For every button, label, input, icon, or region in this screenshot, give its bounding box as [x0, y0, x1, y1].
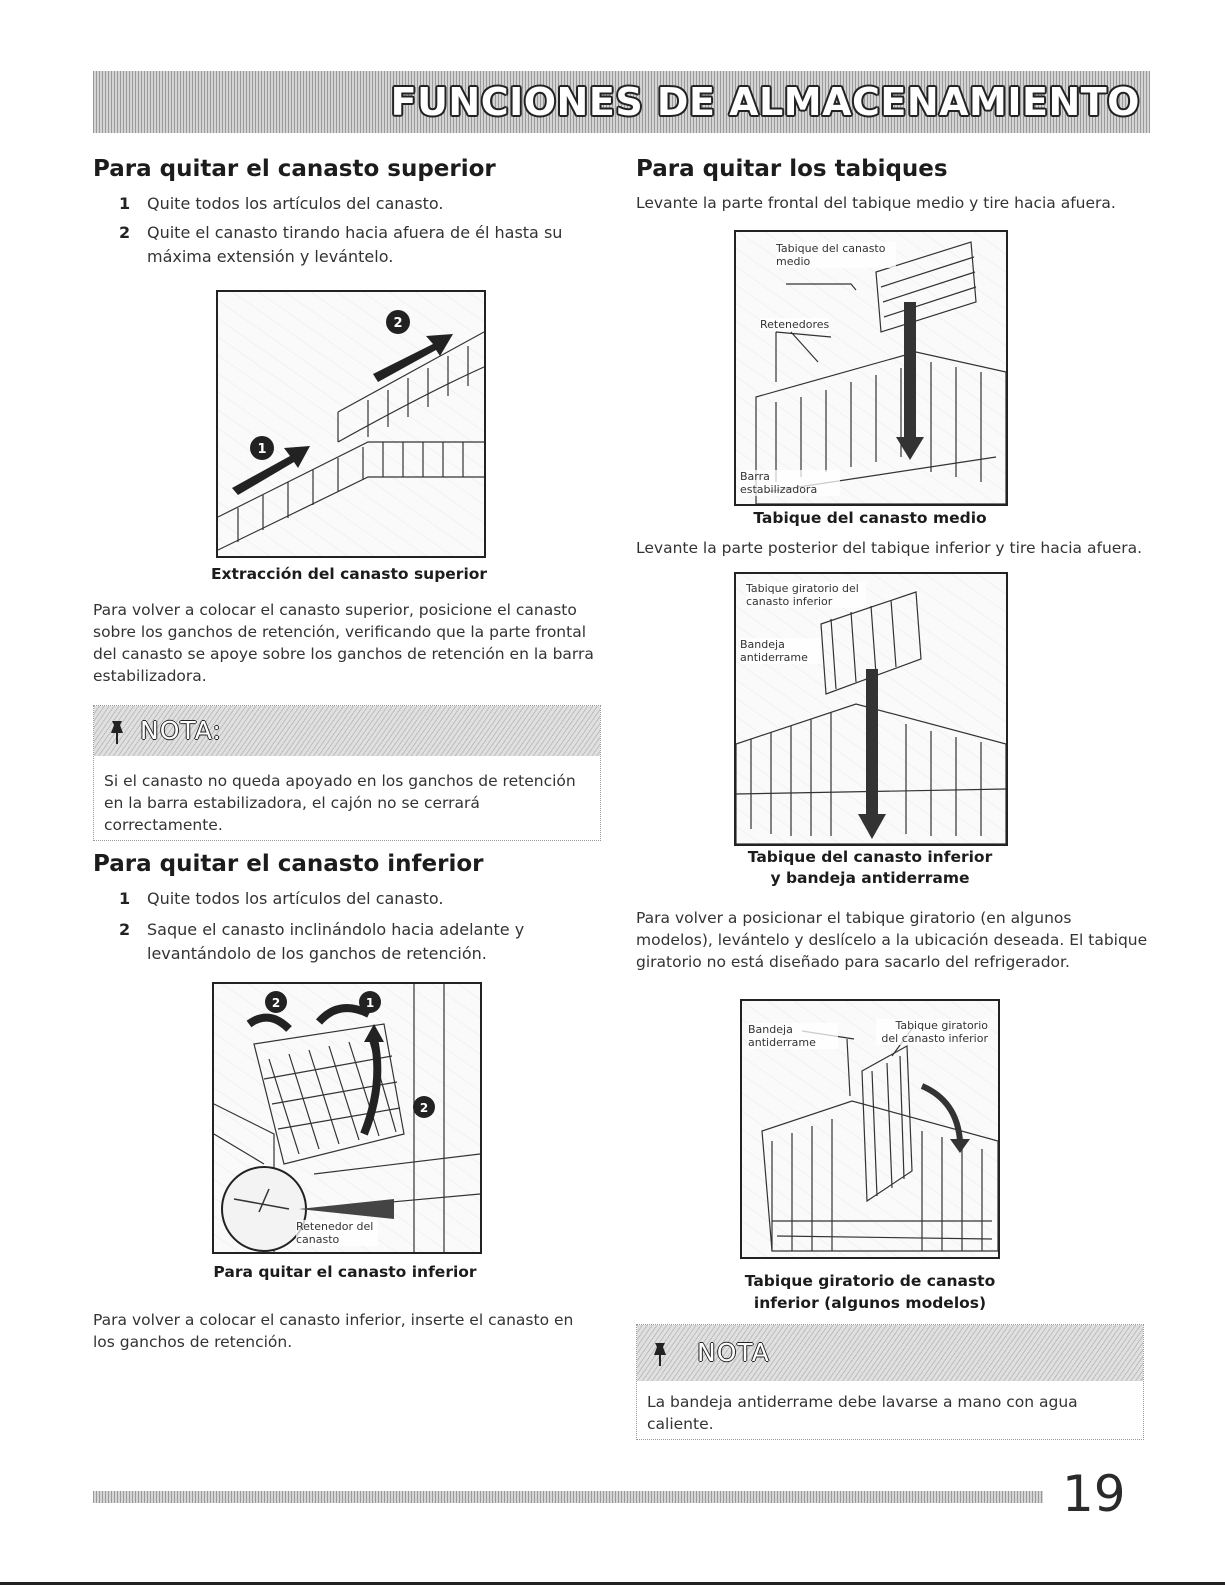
swivel-divider-paragraph: Para volver a posicionar el tabique giratorio (en algunos modelos), levántelo y deslícelo a la ubicación deseada. El tabique giratorio no está diseñado para sacarlo del refrigerador. — [636, 909, 1148, 971]
page-number: 19 — [1062, 1465, 1126, 1523]
pushpin-icon — [106, 719, 128, 745]
lower-basket-caption: Para quitar el canasto inferior — [213, 1263, 477, 1281]
svg-text:2: 2 — [419, 1101, 429, 1115]
note-box-left — [93, 705, 601, 841]
svg-text:2: 2 — [271, 996, 281, 1010]
dividers-heading: Para quitar los tabiques — [636, 156, 948, 182]
swivel-divider-label: Tabique giratorio del canasto inferior — [746, 582, 866, 608]
header-band — [93, 71, 1150, 133]
lower-step-2 — [119, 918, 589, 966]
lower-divider-figure — [734, 572, 1008, 846]
upper-basket-paragraph: Para volver a colocar el canasto superior, posicione el canasto sobre los ganchos de retención, verificando que la parte frontal del canasto se apoye sobre los ganchos de retención en la barra estabilizadora. — [93, 601, 594, 685]
middle-divider-figure — [734, 230, 1008, 506]
swivel-divider-label: Tabique giratorio del canasto inferior — [876, 1019, 988, 1045]
note-box-right — [636, 1324, 1144, 1440]
lower-basket-paragraph: Para volver a colocar el canasto inferior, inserte el canasto en los ganchos de retención. — [93, 1311, 574, 1351]
middle-divider-illustration — [736, 232, 1006, 504]
note-title: NOTA: — [140, 716, 222, 745]
spill-tray-label: Bandeja antiderrame — [740, 638, 820, 664]
dividers-intro: Levante la parte frontal del tabique medio y tire hacia afuera. — [636, 194, 1116, 212]
step-number: 1 — [119, 889, 131, 908]
step-number: 1 — [119, 194, 131, 213]
upper-basket-heading: Para quitar el canasto superior — [93, 156, 496, 182]
svg-text:1: 1 — [257, 442, 267, 457]
upper-basket-caption: Extracción del canasto superior — [210, 565, 488, 583]
note-text: Si el canasto no queda apoyado en los ganchos de retención en la barra estabilizadora, el cajón no se cerrará correctamente. — [104, 772, 576, 834]
spill-tray-label: Bandeja antiderrame — [748, 1023, 838, 1049]
step-text: Saque el canasto inclinándolo hacia adelante y levantándolo de los ganchos de retención. — [147, 920, 525, 963]
lower-divider-illustration — [736, 574, 1006, 844]
svg-text:2: 2 — [393, 316, 403, 331]
step-text: Quite todos los artículos del canasto. — [147, 194, 444, 213]
middle-divider-caption: Tabique del canasto medio — [753, 509, 987, 527]
swivel-divider-caption-line2: inferior (algunos modelos) — [753, 1294, 987, 1312]
step-text: Quite todos los artículos del canasto. — [147, 889, 444, 908]
footer-band — [93, 1491, 1043, 1503]
swivel-divider-caption-line1: Tabique giratorio de canasto — [744, 1272, 996, 1290]
step-text: Quite el canasto tirando hacia afuera de él hasta su máxima extensión y levántelo. — [147, 223, 563, 266]
note-header — [637, 1325, 1143, 1381]
upper-step-1 — [119, 192, 589, 216]
stabilizer-bar-label: Barra estabilizadora — [740, 470, 840, 496]
step-number: 2 — [119, 920, 131, 939]
upper-basket-illustration — [218, 292, 484, 556]
upper-basket-figure — [216, 290, 486, 558]
lower-divider-caption-line2: y bandeja antiderrame — [770, 869, 970, 887]
note-header — [94, 706, 600, 756]
middle-divider-label: Tabique del canasto medio — [776, 242, 896, 268]
page-title: FUNCIONES DE ALMACENAMIENTO — [390, 80, 1140, 124]
lower-divider-caption-line1: Tabique del canasto inferior — [747, 848, 993, 866]
lower-basket-illustration — [214, 984, 480, 1252]
dividers-intro-2: Levante la parte posterior del tabique inferior y tire hacia afuera. — [636, 539, 1143, 557]
lower-basket-heading: Para quitar el canasto inferior — [93, 851, 484, 877]
lower-basket-figure — [212, 982, 482, 1254]
note-title: NOTA — [697, 1338, 770, 1367]
pushpin-icon — [649, 1341, 671, 1367]
svg-text:1: 1 — [365, 996, 375, 1010]
lower-step-1 — [119, 887, 589, 911]
note-text: La bandeja antiderrame debe lavarse a mano con agua caliente. — [647, 1393, 1078, 1433]
retainers-label: Retenedores — [760, 318, 830, 331]
retainer-label: Retenedor del canasto — [296, 1220, 378, 1246]
step-number: 2 — [119, 223, 131, 242]
upper-step-2 — [119, 221, 589, 269]
swivel-divider-figure — [740, 999, 1000, 1259]
